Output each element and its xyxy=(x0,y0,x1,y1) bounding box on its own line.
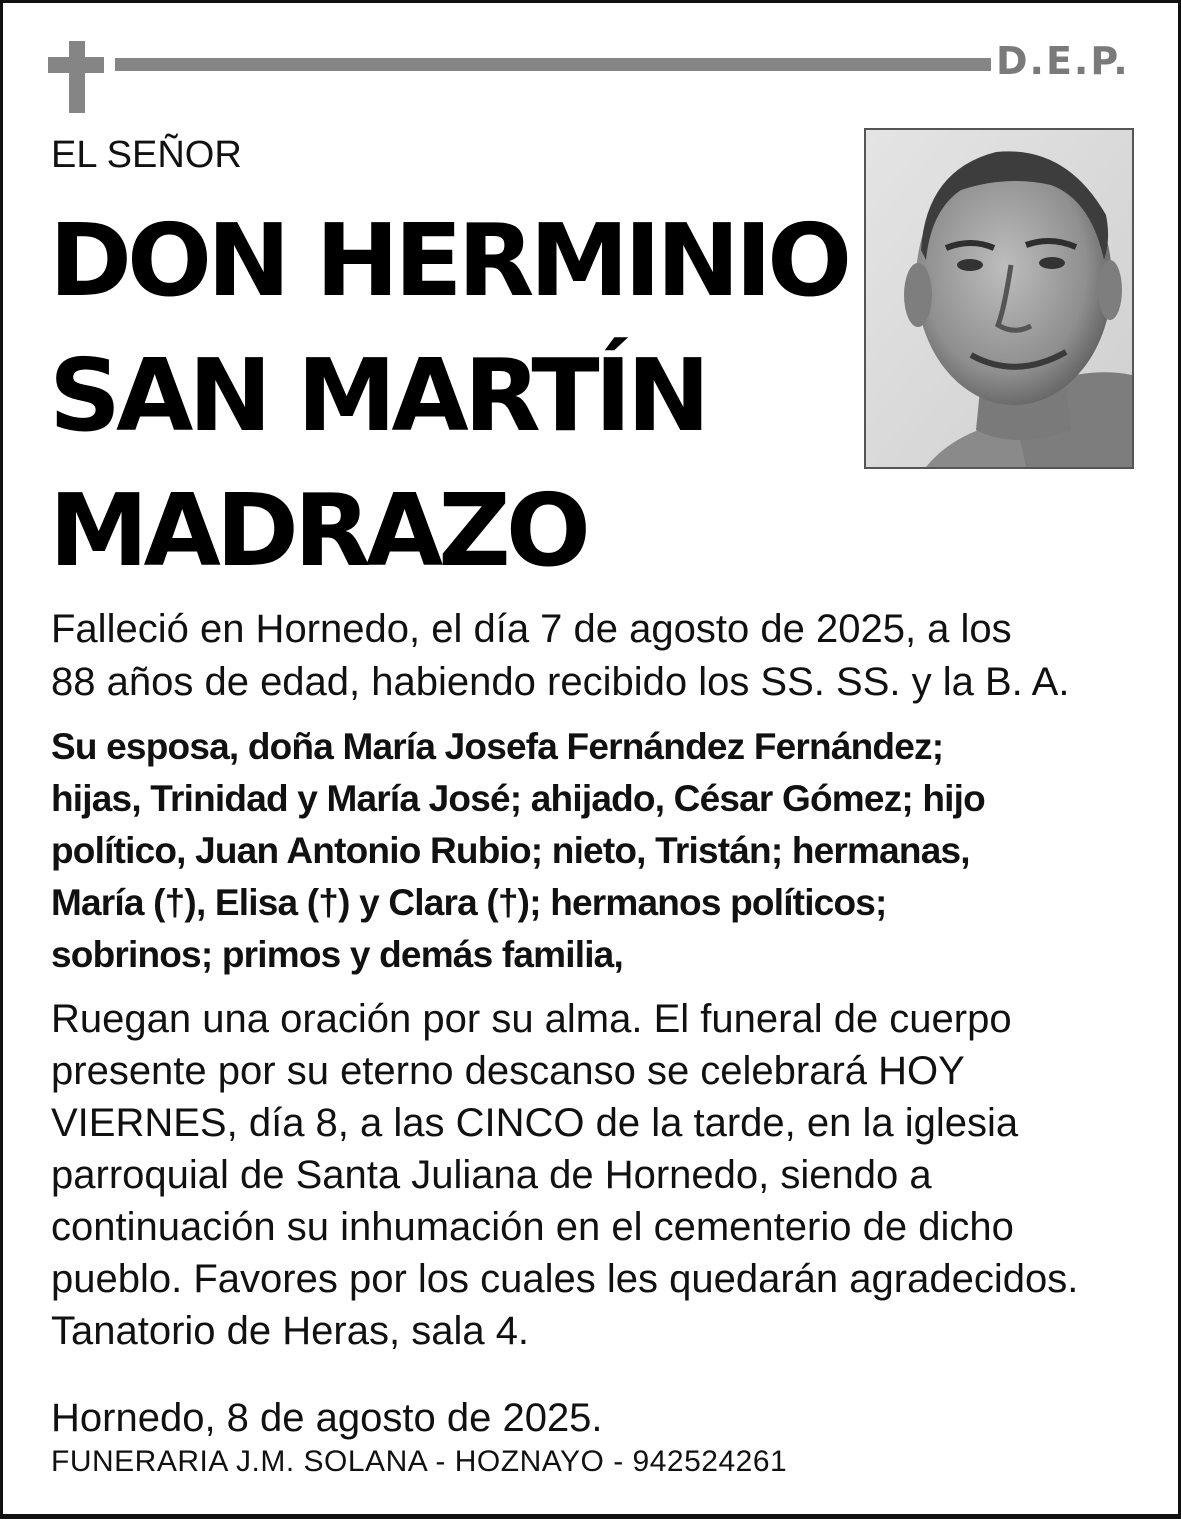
funeral-details xyxy=(51,993,1141,1357)
honorific-title: EL SEÑOR xyxy=(51,134,242,176)
family-line: político, Juan Antonio Rubio; nieto, Tristán; hermanas, xyxy=(51,830,970,871)
family-line: hijas, Trinidad y María José; ahijado, César Gómez; hijo xyxy=(51,778,985,819)
funeral-line: pueblo. Favores por los cuales les quedarán agradecidos. xyxy=(51,1257,1079,1301)
portrait-photo xyxy=(864,128,1134,469)
funeral-line: parroquial de Santa Juliana de Hornedo, siendo a xyxy=(51,1153,932,1197)
name-line-1: DON HERMINIO xyxy=(49,202,848,319)
latin-cross-icon xyxy=(48,41,104,113)
funeral-home: FUNERARIA J.M. SOLANA - HOZNAYO - 942524261 xyxy=(51,1445,788,1478)
funeral-line: VIERNES, día 8, a las CINCO de la tarde, en la iglesia xyxy=(51,1101,1019,1145)
funeral-line: presente por su eterno descanso se celebrará HOY xyxy=(51,1049,965,1093)
death-notice xyxy=(51,603,1141,709)
family-line: sobrinos; primos y demás familia, xyxy=(51,934,623,975)
name-line-3: MADRAZO xyxy=(49,472,586,589)
death-line: Falleció en Hornedo, el día 7 de agosto de 2025, a los xyxy=(51,607,1012,651)
funeral-line: continuación su inhumación en el cementerio de dicho xyxy=(51,1205,1014,1249)
header-rule xyxy=(115,58,991,71)
funeral-line: Ruegan una oración por su alma. El funeral de cuerpo xyxy=(51,997,1012,1041)
family-line: María (†), Elisa (†) y Clara (†); hermanos políticos; xyxy=(51,882,887,923)
death-line: 88 años de edad, habiendo recibido los SS. SS. y la B. A. xyxy=(51,660,1070,704)
name-line-2: SAN MARTÍN xyxy=(49,337,706,454)
dep-label: D.E.P. xyxy=(996,39,1130,83)
funeral-line: Tanatorio de Heras, sala 4. xyxy=(51,1309,530,1353)
place-date: Hornedo, 8 de agosto de 2025. xyxy=(51,1396,603,1440)
portrait-photo-icon xyxy=(866,130,1132,467)
family-list xyxy=(51,721,1141,981)
deceased-name xyxy=(49,193,859,598)
family-line: Su esposa, doña María Josefa Fernández Fernández; xyxy=(51,726,944,767)
